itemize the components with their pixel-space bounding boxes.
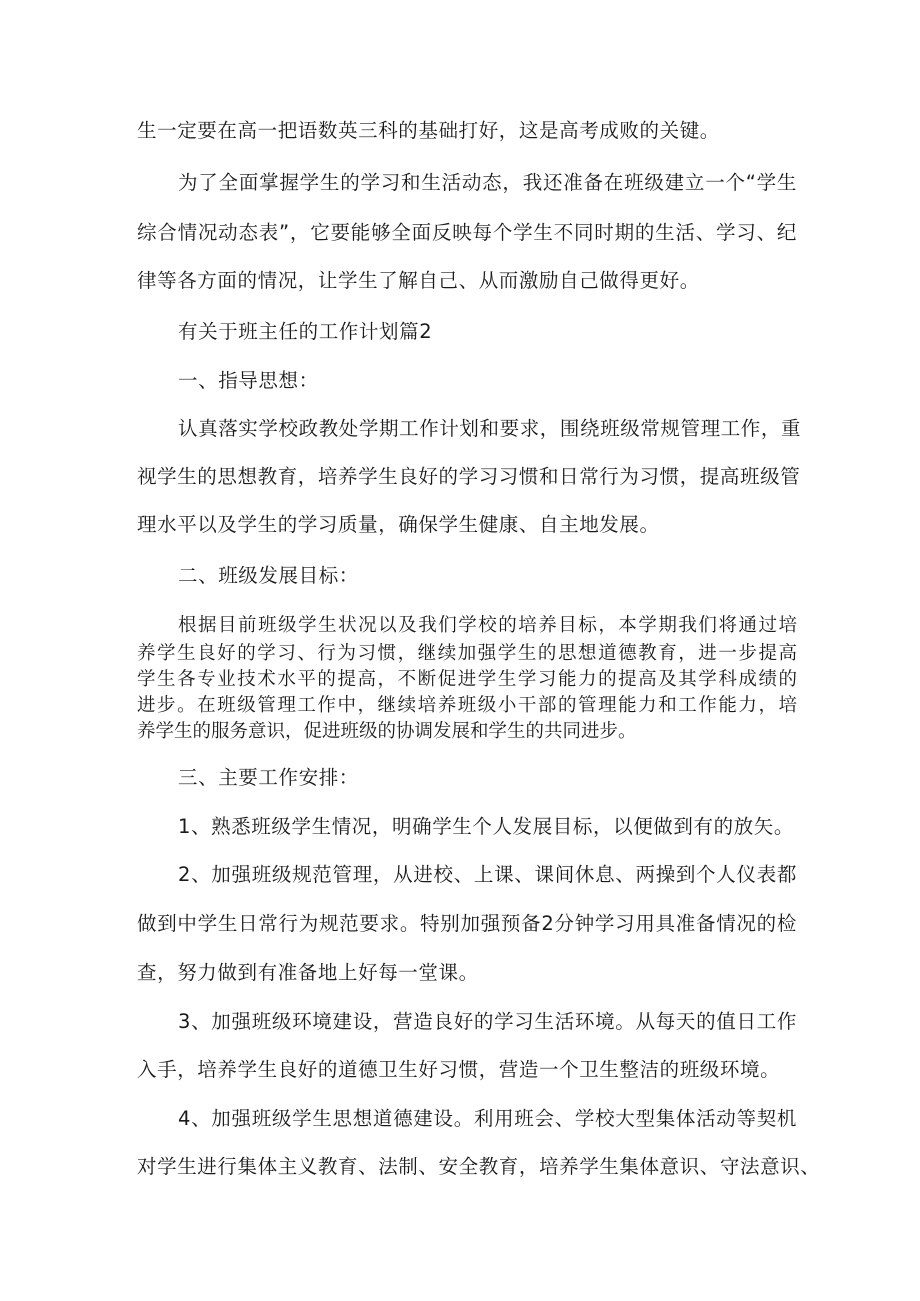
text-line: 综合情况动态表”，它要能够全面反映每个学生不同时期的生活、学习、纪 bbox=[137, 221, 797, 244]
text-line: 认真落实学校政教处学期工作计划和要求，围绕班级常规管理工作，重 bbox=[178, 417, 802, 440]
text-line: 理水平以及学生的学习质量，确保学生健康、自主地发展。 bbox=[137, 513, 660, 536]
section-heading: 二、班级发展目标： bbox=[178, 564, 359, 587]
list-item: 3、加强班级环境建设，营造良好的学习生活环境。从每天的值日工作 bbox=[178, 1010, 797, 1033]
text-line: 进步。在班级管理工作中，继续培养班级小干部的管理能力和工作能力，培 bbox=[137, 695, 797, 716]
text-line: 养学生良好的学习、行为习惯，继续加强学生的思想道德教育，进一步提高 bbox=[137, 643, 797, 664]
text-line: 为了全面掌握学生的学习和生活动态，我还准备在班级建立一个“学生 bbox=[178, 171, 797, 194]
text-line: 视学生的思想教育，培养学生良好的学习习惯和日常行为习惯，提高班级管 bbox=[137, 465, 801, 488]
list-item: 1、熟悉班级学生情况，明确学生个人发展目标，以便做到有的放矢。 bbox=[178, 815, 795, 838]
section-heading: 三、主要工作安排： bbox=[178, 766, 359, 789]
text-line: 对学生进行集体主义教育、法制、安全教育，培养学生集体意识、守法意识、 bbox=[137, 1155, 821, 1178]
text-line: 做到中学生日常行为规范要求。特别加强预备2分钟学习用具准备情况的检 bbox=[137, 912, 797, 935]
section-title: 有关于班主任的工作计划篇2 bbox=[178, 320, 433, 343]
text-line: 查，努力做到有准备地上好每一堂课。 bbox=[137, 961, 479, 984]
text-line: 学生各专业技术水平的提高，不断促进学生学习能力的提高及其学科成绩的 bbox=[137, 669, 797, 690]
text-line: 入手，培养学生良好的道德卫生好习惯，营造一个卫生整洁的班级环境。 bbox=[137, 1058, 781, 1081]
text-line: 养学生的服务意识，促进班级的协调发展和学生的共同进步。 bbox=[137, 721, 637, 742]
text-line: 律等各方面的情况，让学生了解自己、从而激励自己做得更好。 bbox=[137, 269, 700, 292]
section-heading: 一、指导思想： bbox=[178, 369, 319, 392]
text-line: 生一定要在高一把语数英三科的基础打好，这是高考成败的关键。 bbox=[137, 119, 720, 142]
text-line: 根据目前班级学生状况以及我们学校的培养目标，本学期我们将通过培 bbox=[178, 615, 797, 636]
list-item: 4、加强班级学生思想道德建设。利用班会、学校大型集体活动等契机 bbox=[178, 1107, 797, 1130]
list-item: 2、加强班级规范管理，从进校、上课、课间休息、两操到个人仪表都 bbox=[178, 863, 797, 886]
